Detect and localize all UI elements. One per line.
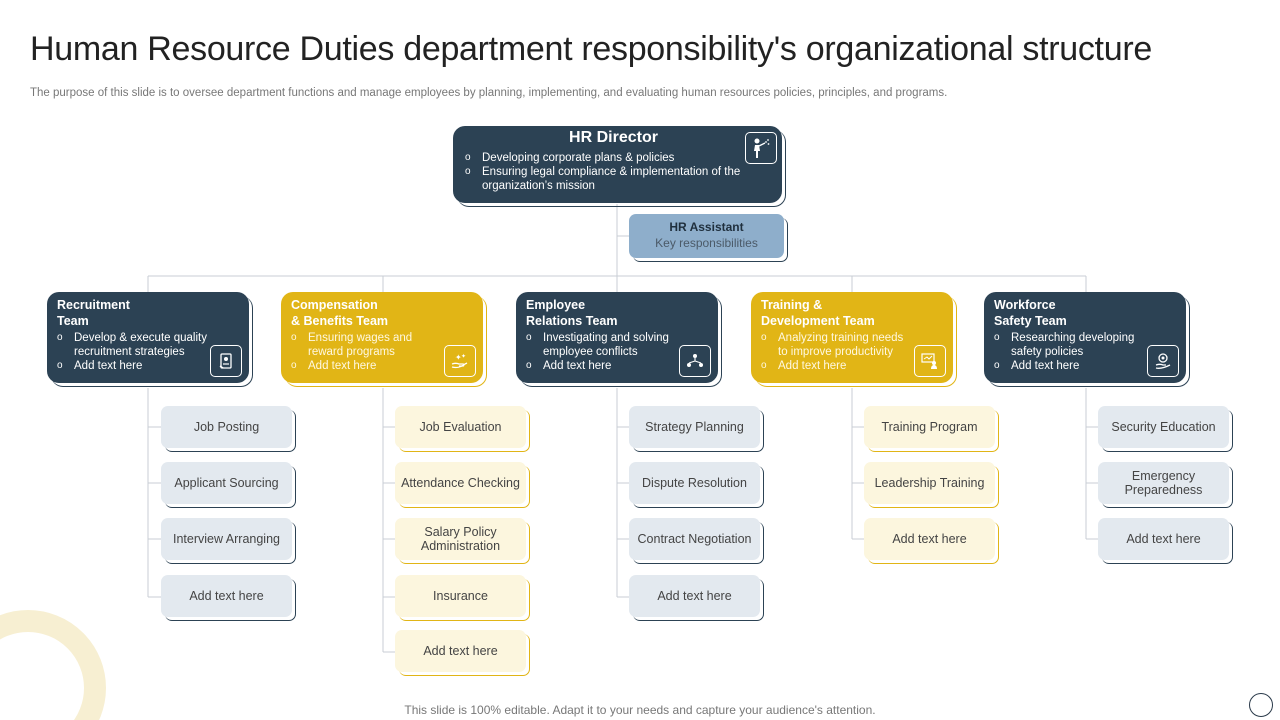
subitem-box <box>395 462 526 504</box>
subitem-box <box>1098 518 1229 560</box>
subitem-label: Salary Policy Administration <box>395 518 526 560</box>
subitem-label: Job Posting <box>161 406 292 448</box>
subitem-label: Emergency Preparedness <box>1098 462 1229 504</box>
subitem-box <box>395 406 526 448</box>
team-bullet: o Develop & execute quality recruitment strategies <box>57 331 241 359</box>
team-bullet: o Add text here <box>291 359 475 373</box>
hr-assistant-subtitle: Key responsibilities <box>655 236 758 250</box>
subitem-box <box>864 462 995 504</box>
safety-hand-icon <box>1147 345 1179 377</box>
team-bullet: o Add text here <box>761 359 945 373</box>
subitem-box <box>395 630 526 672</box>
subitem-label: Interview Arranging <box>161 518 292 560</box>
subitem-label: Security Education <box>1098 406 1229 448</box>
training-board-icon <box>914 345 946 377</box>
subitem-box <box>864 406 995 448</box>
team-bullet: o Add text here <box>57 359 241 373</box>
corner-circle-icon <box>1249 693 1273 717</box>
subitem-label: Insurance <box>395 575 526 617</box>
resume-icon <box>210 345 242 377</box>
employee-relations-team-card <box>516 292 718 383</box>
subitem-label: Contract Negotiation <box>629 518 760 560</box>
recruitment-team-card <box>47 292 249 383</box>
presenter-icon <box>745 132 777 164</box>
subitem-box <box>161 518 292 560</box>
subitem-box <box>864 518 995 560</box>
slide-title: Human Resource Duties department responsibility's organizational structure <box>30 30 1152 68</box>
subitem-box <box>161 406 292 448</box>
subitem-label: Add text here <box>629 575 760 617</box>
svg-text:✦: ✦ <box>455 353 462 362</box>
subitem-box <box>395 518 526 560</box>
subitem-label: Add text here <box>161 575 292 617</box>
subitem-box <box>161 462 292 504</box>
training-team-card <box>751 292 953 383</box>
team-bullet: o Analyzing training needs to improve productivity <box>761 331 945 359</box>
team-bullet: o Add text here <box>994 359 1178 373</box>
hr-director-bullet: o Ensuring legal compliance & implementation of the organization’s mission <box>465 165 772 193</box>
slide-footer: This slide is 100% editable. Adapt it to your needs and capture your audience's attention. <box>404 703 876 717</box>
subitem-label: Training Program <box>864 406 995 448</box>
subitem-label: Attendance Checking <box>395 462 526 504</box>
subitem-label: Job Evaluation <box>395 406 526 448</box>
subitem-box <box>161 575 292 617</box>
subitem-label: Applicant Sourcing <box>161 462 292 504</box>
hr-assistant-title: HR Assistant <box>669 220 744 234</box>
team-title: Compensation & Benefits Team <box>291 298 389 328</box>
subitem-label: Dispute Resolution <box>629 462 760 504</box>
team-bullet: o Investigating and solving employee conflicts <box>526 331 710 359</box>
team-network-icon <box>679 345 711 377</box>
team-title: Employee Relations Team <box>526 298 618 328</box>
benefits-hand-icon <box>444 345 476 377</box>
slide-subtitle: The purpose of this slide is to oversee department functions and manage employees by planning, implementing, and evaluating human resources policies, principles, and programs. <box>30 87 948 99</box>
subitem-box <box>629 462 760 504</box>
subitem-box <box>1098 406 1229 448</box>
hr-director-bullets <box>465 151 772 193</box>
subitem-label: Leadership Training <box>864 462 995 504</box>
hr-director-bullet: o Developing corporate plans & policies <box>465 151 772 165</box>
team-bullet: o Add text here <box>526 359 710 373</box>
hr-director-title: HR Director <box>569 129 658 146</box>
subitem-box <box>629 406 760 448</box>
subitem-label: Add text here <box>864 518 995 560</box>
team-bullet: o Ensuring wages and reward programs <box>291 331 475 359</box>
subitem-box <box>1098 462 1229 504</box>
hr-assistant-card <box>629 214 784 258</box>
team-title: Workforce Safety Team <box>994 298 1067 328</box>
subitem-label: Add text here <box>1098 518 1229 560</box>
team-title: Training & Development Team <box>761 298 875 328</box>
compensation-team-card <box>281 292 483 383</box>
team-title: Recruitment Team <box>57 298 130 328</box>
hr-director-card <box>453 126 782 203</box>
subitem-box <box>629 575 760 617</box>
team-bullet: o Researching developing safety policies <box>994 331 1178 359</box>
workforce-safety-team-card <box>984 292 1186 383</box>
subitem-box <box>395 575 526 617</box>
svg-text:✦: ✦ <box>461 353 467 360</box>
subitem-label: Strategy Planning <box>629 406 760 448</box>
subitem-label: Add text here <box>395 630 526 672</box>
subitem-box <box>629 518 760 560</box>
